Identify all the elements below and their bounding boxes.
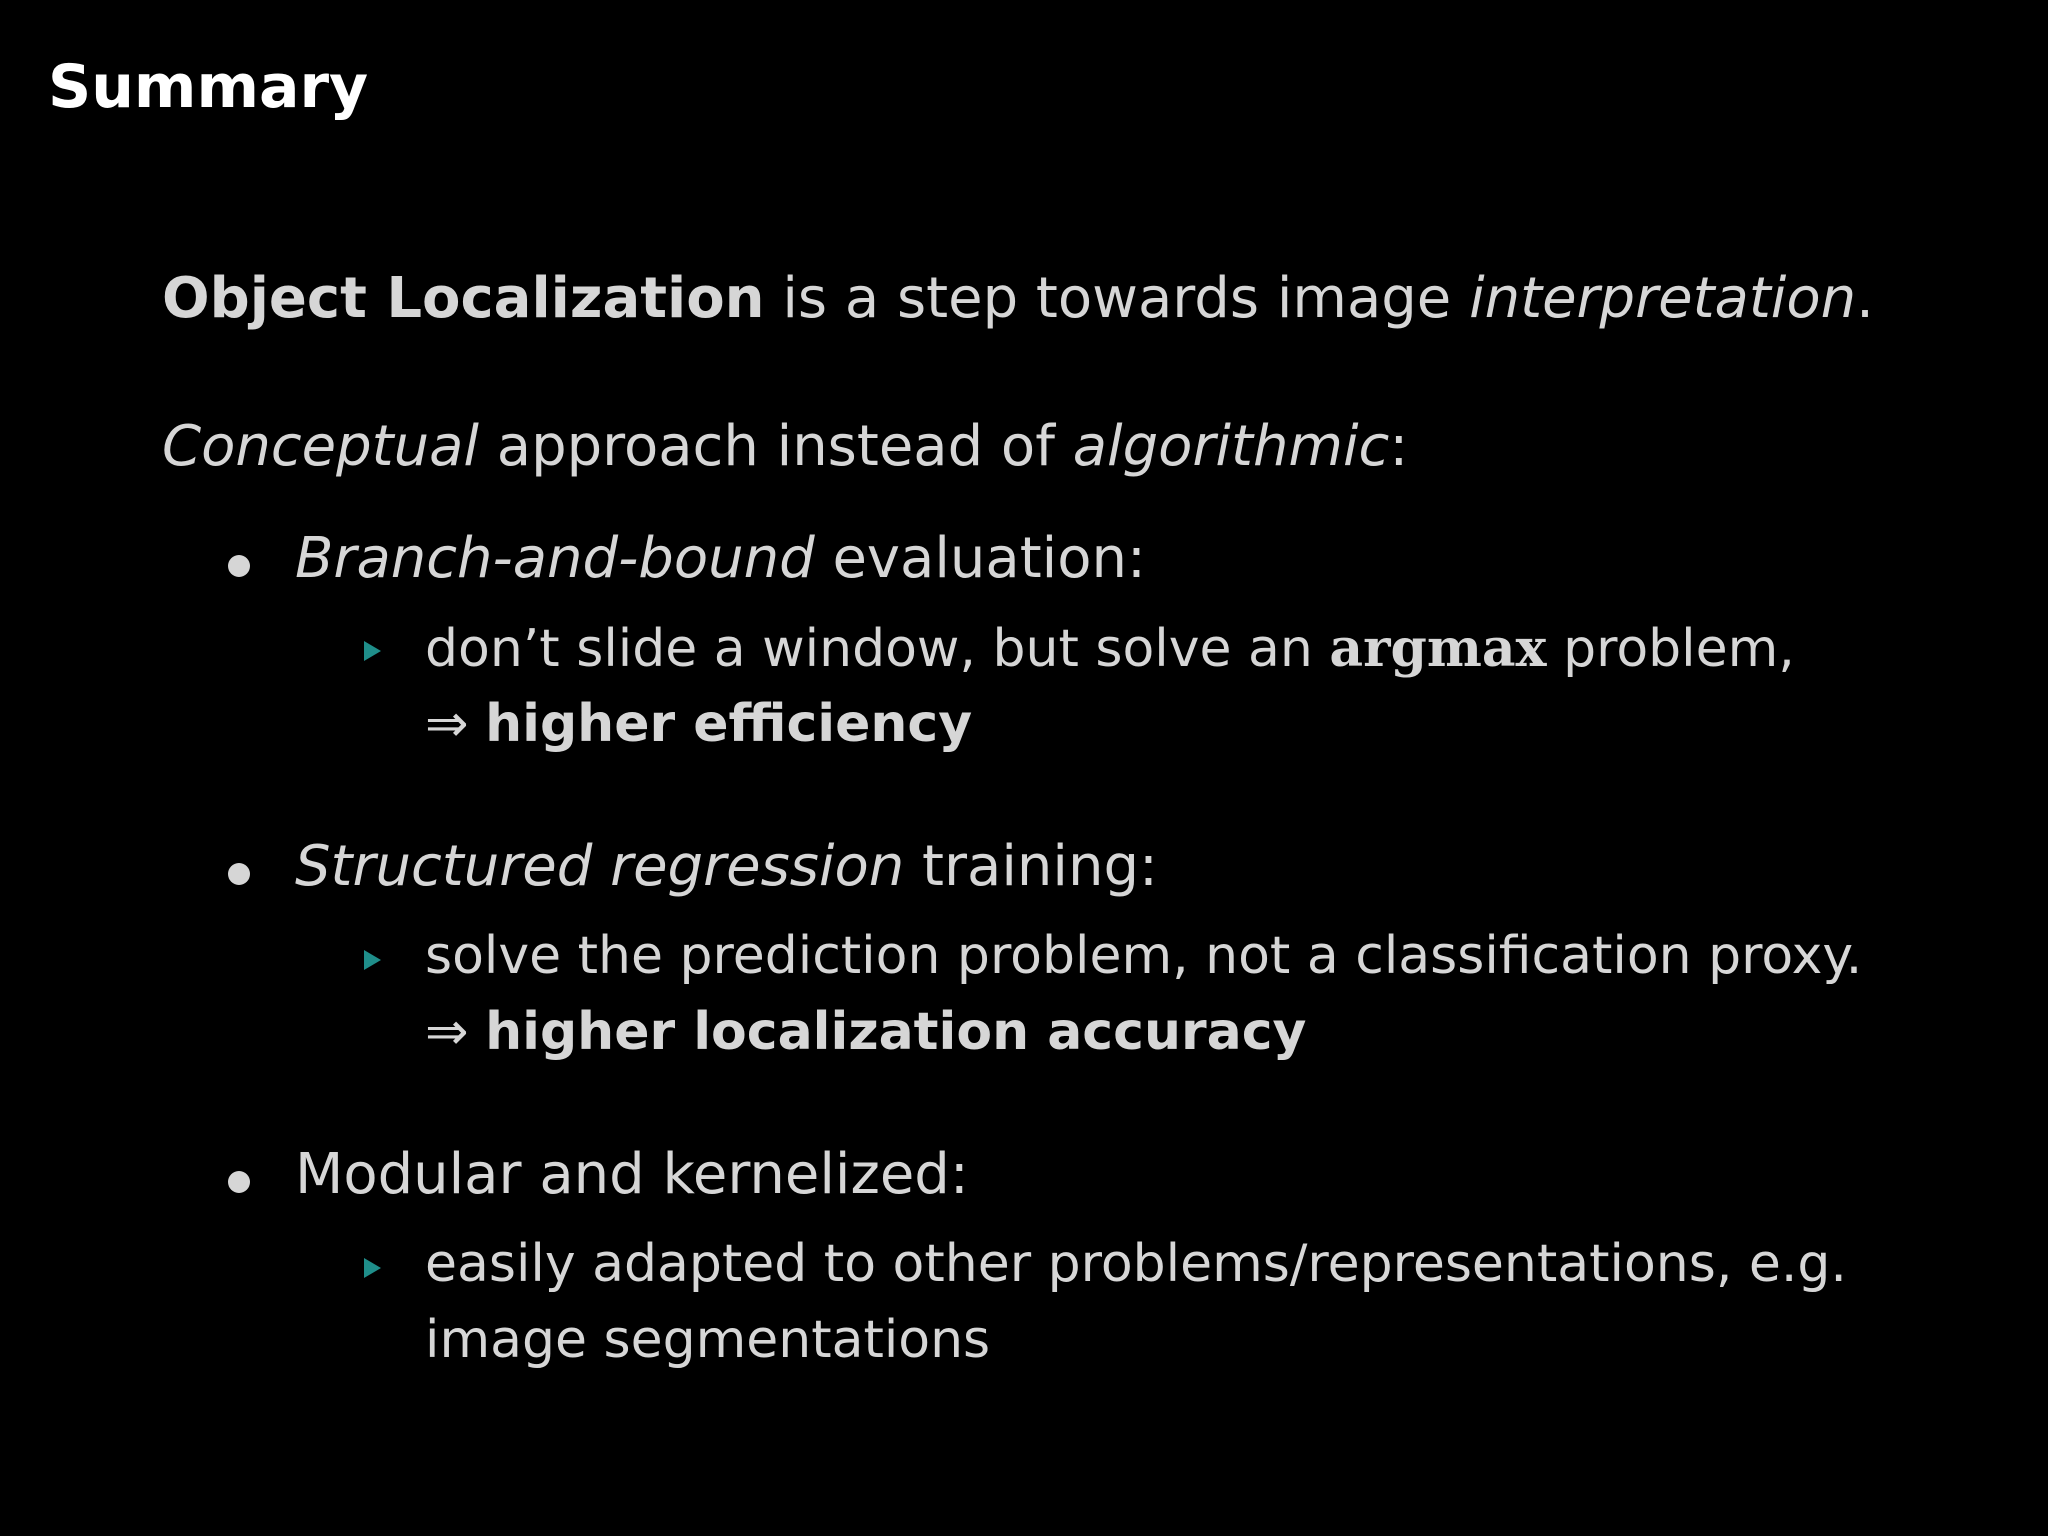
approach-line (162, 414, 1408, 479)
sub-bullet-triangle (364, 950, 381, 970)
sub-item-result (425, 694, 972, 754)
result-text: higher efficiency (485, 694, 973, 754)
sub-item-result (425, 1002, 1306, 1062)
sub-bullet-triangle (364, 1258, 381, 1278)
approach-end: : (1389, 414, 1409, 479)
approach-middle: approach instead of (478, 414, 1073, 479)
sub-item-line: solve the prediction problem, not a classification proxy. (425, 926, 1863, 986)
intro-end: . (1856, 266, 1874, 331)
item-rest: evaluation: (814, 526, 1146, 591)
item-rest: training: (904, 834, 1158, 899)
bullet-dot (228, 555, 250, 577)
bullet-item-branch-and-bound (295, 526, 1146, 591)
bullet-dot (228, 863, 250, 885)
item-emph: Branch-and-bound (295, 526, 815, 591)
result-text: higher localization accuracy (485, 1002, 1307, 1062)
bullet-item-modular: Modular and kernelized: (295, 1142, 969, 1207)
intro-term: Object Localization (162, 266, 765, 331)
approach-emph-conceptual: Conceptual (162, 414, 479, 479)
bullet-dot (228, 1171, 250, 1193)
argmax-math: argmax (1329, 618, 1547, 679)
slide-title: Summary (48, 52, 369, 122)
sub-item-line: easily adapted to other problems/representations, e.g. (425, 1234, 1847, 1294)
intro-emph: interpretation (1469, 266, 1857, 331)
bullet-item-structured-regression (295, 834, 1158, 899)
sub-item-line-continued: image segmentations (425, 1310, 991, 1370)
sub-text-end: problem, (1546, 619, 1795, 679)
intro-middle: is a step towards image (764, 266, 1470, 331)
approach-emph-algorithmic: algorithmic (1072, 414, 1390, 479)
implies-arrow: ⇒ (425, 694, 469, 754)
sub-item-line (425, 618, 1795, 679)
item-emph: Structured regression (295, 834, 905, 899)
intro-line (162, 266, 1874, 331)
implies-arrow: ⇒ (425, 1002, 469, 1062)
sub-text: don’t slide a window, but solve an (425, 619, 1330, 679)
sub-bullet-triangle (364, 641, 381, 661)
